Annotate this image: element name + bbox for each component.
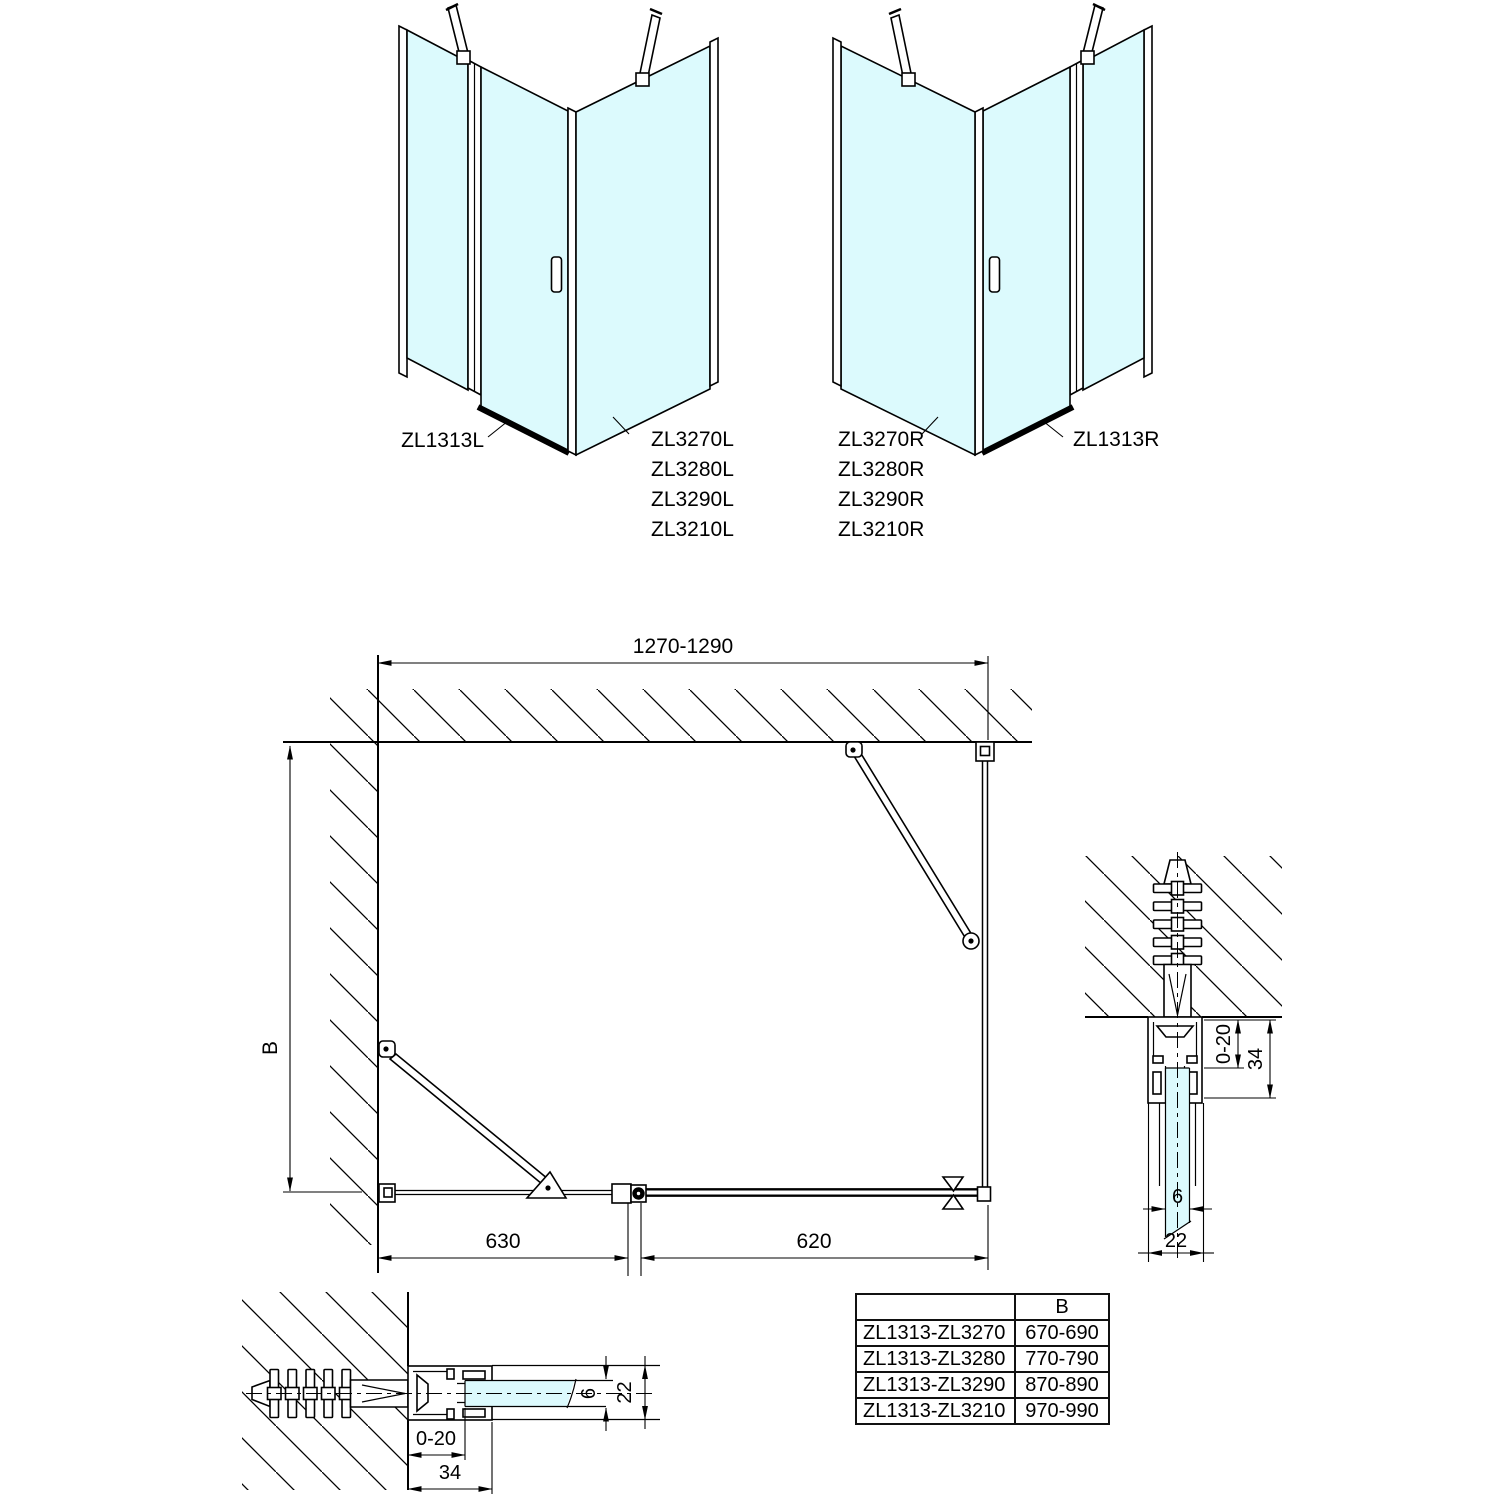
wall-profile-detail-side [1085, 852, 1282, 1262]
return-glass-panel [841, 46, 975, 455]
label-door-model: ZL3210R [838, 518, 925, 541]
return-glass-panel [576, 46, 710, 455]
table-header-row [856, 1294, 1109, 1320]
model-cell: ZL1313-ZL3210 [856, 1398, 1015, 1424]
corner-post [568, 108, 576, 455]
b-value-cell: 670-690 [1015, 1320, 1109, 1346]
adjustment-symbol [943, 1177, 963, 1209]
door-handle [990, 257, 1000, 292]
dimension-glass [1143, 1186, 1212, 1209]
side-glass-panel [407, 30, 468, 390]
support-brace [846, 742, 979, 949]
label-door-model: ZL3270R [838, 428, 925, 451]
enclosure-isometric-right [833, 4, 1159, 541]
b-value-cell: 970-990 [1015, 1398, 1109, 1424]
bottom-rail [379, 1177, 991, 1209]
label-door-model: ZL3280L [651, 458, 734, 481]
wall-hatch-top [330, 689, 1032, 742]
wall-profile-detail-bottom [242, 1292, 660, 1494]
label-door-model: ZL3290R [838, 488, 925, 511]
side-glass-panel [1083, 30, 1144, 390]
support-brace [379, 1041, 566, 1198]
dim-label-profile-depth: 34 [438, 1462, 462, 1484]
door-handle [552, 257, 562, 292]
dimension-door-section [378, 1203, 988, 1276]
size-table [855, 1293, 1110, 1425]
dim-label-glass: 6 [1171, 1186, 1184, 1208]
label-door-model: ZL3280R [838, 458, 925, 481]
dim-label-width: 1270-1290 [632, 635, 734, 658]
table-row [856, 1320, 1109, 1346]
wall-profile-left [399, 26, 407, 377]
model-cell: ZL1313-ZL3270 [856, 1320, 1015, 1346]
table-header-model [856, 1294, 1015, 1320]
dim-label-profile-width: 22 [614, 1381, 636, 1404]
dim-label-fixed: 620 [796, 1230, 832, 1253]
b-value-cell: 870-890 [1015, 1372, 1109, 1398]
wall-profile-right [1144, 26, 1152, 377]
leader-line [488, 421, 508, 437]
corner-connector [978, 1187, 991, 1201]
leader-line [1043, 421, 1063, 437]
plan-view [259, 635, 1032, 1276]
enclosure-isometric-left [399, 4, 734, 541]
b-value-cell: 770-790 [1015, 1346, 1109, 1372]
model-cell: ZL1313-ZL3280 [856, 1346, 1015, 1372]
table-header-b: B [1015, 1294, 1109, 1320]
pivot-block [612, 1184, 631, 1203]
dim-label-door: 630 [485, 1230, 521, 1253]
table-row [856, 1398, 1109, 1424]
label-door-model: ZL3290L [651, 488, 734, 511]
label-door-model: ZL3270L [651, 428, 734, 451]
corner-post [975, 108, 983, 455]
dim-label-profile-width: 22 [1164, 1230, 1188, 1252]
wall-hatch-left [330, 742, 378, 1245]
dim-label-depth: B [259, 1040, 282, 1056]
table-row [856, 1372, 1109, 1398]
label-side-panel-right: ZL1313R [1073, 428, 1160, 451]
model-cell: ZL1313-ZL3290 [856, 1372, 1015, 1398]
label-side-panel-left: ZL1313L [401, 429, 484, 452]
dim-label-inset: 0-20 [415, 1428, 457, 1450]
table-row [856, 1346, 1109, 1372]
dimension-profile-width [614, 1356, 645, 1429]
dim-label-profile-depth: 34 [1245, 1047, 1267, 1071]
wall-profile-left [833, 38, 841, 386]
dim-label-inset: 0-20 [1213, 1023, 1235, 1065]
label-door-model: ZL3210L [651, 518, 734, 541]
dim-label-glass: 6 [578, 1387, 600, 1400]
wall-profile-right [710, 38, 718, 386]
